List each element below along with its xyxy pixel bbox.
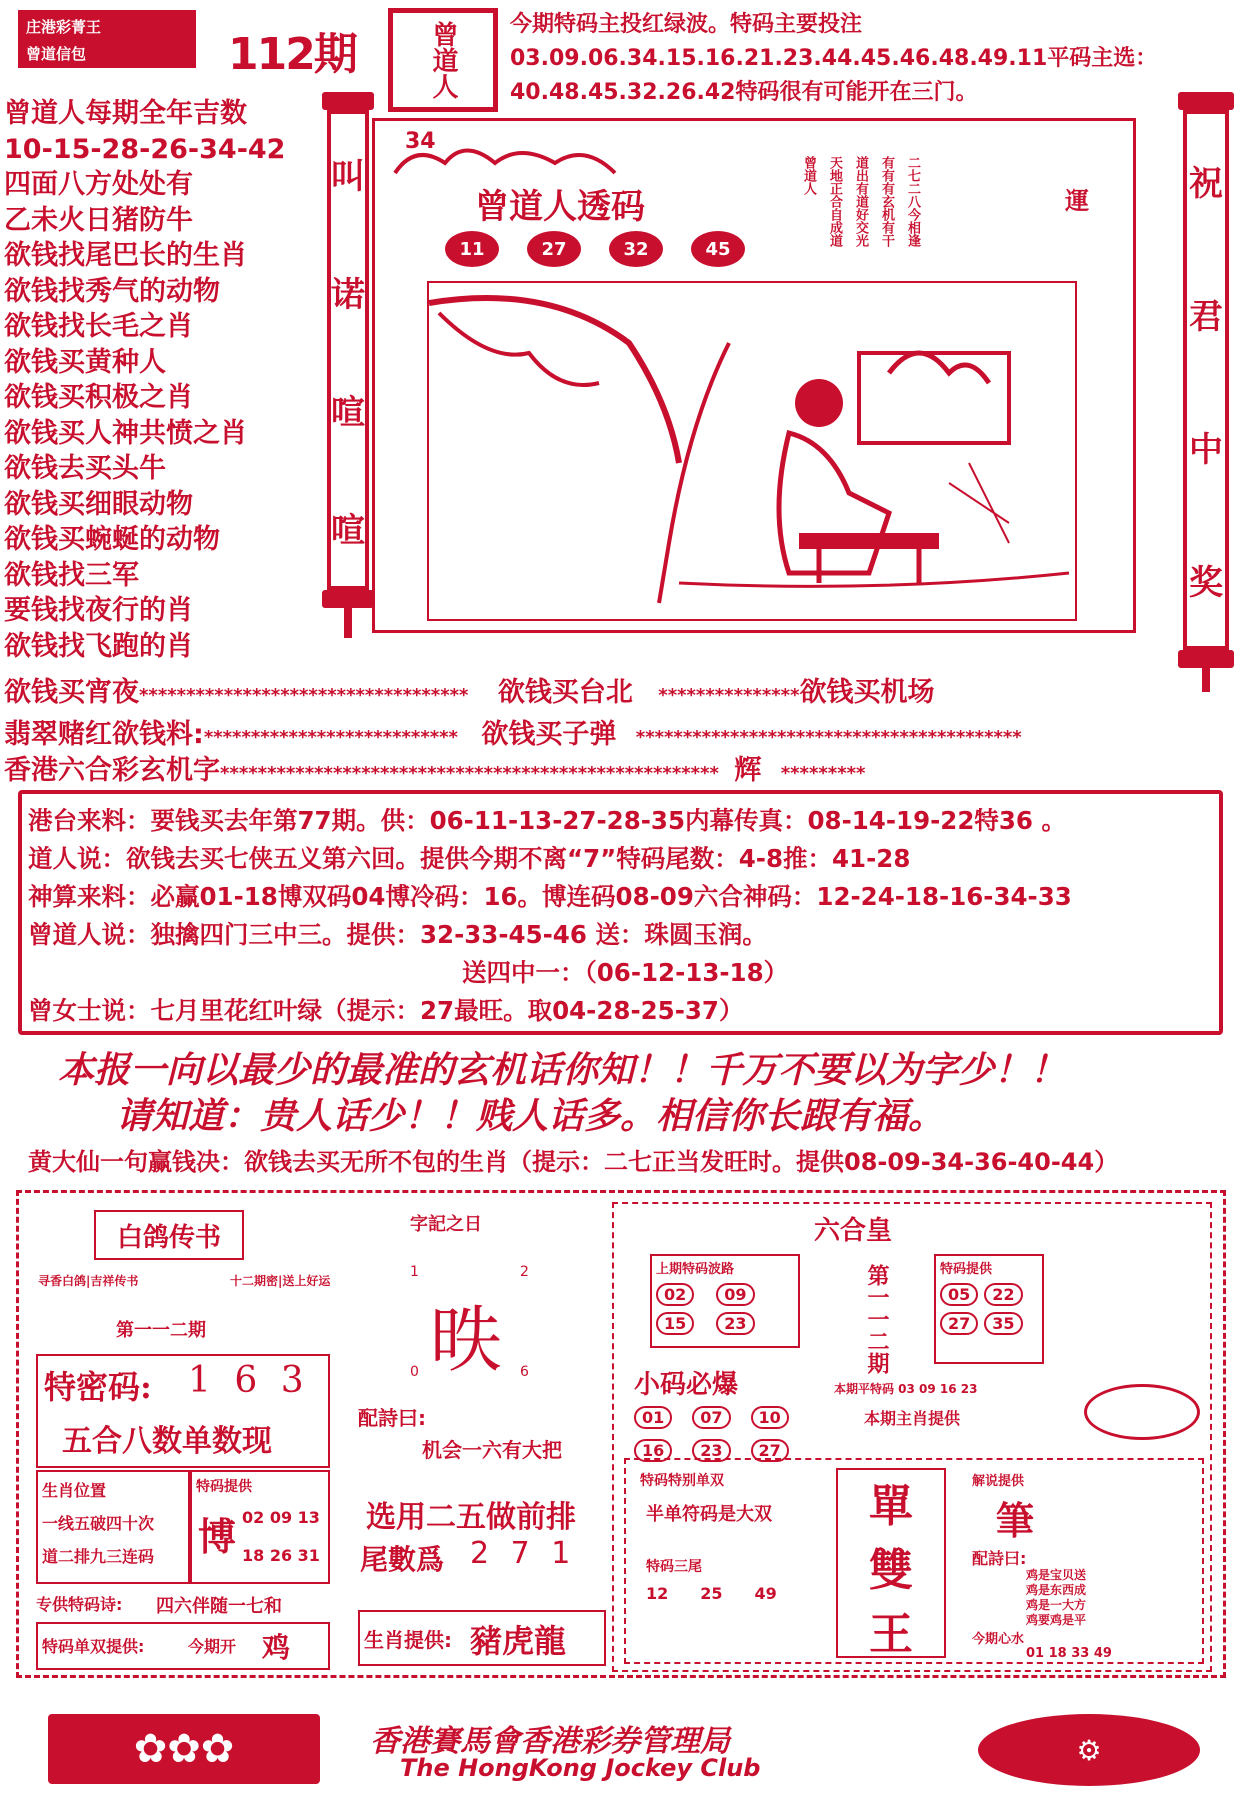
emblem-icon [1084, 1384, 1200, 1440]
ticker: 本期主肖提供 [864, 1409, 961, 1428]
small-numbers [634, 1406, 834, 1462]
pole-char: 君 [1189, 297, 1223, 337]
info-line-4: 曾道人说：独擒四门三中三。提供：32-33-45-46 送：珠圆玉润。 [28, 920, 767, 949]
small-number: 01 [634, 1406, 672, 1429]
single-value: 今期开 [188, 1637, 237, 1656]
num-bot-right: 6 [520, 1364, 529, 1380]
num-bot-left: 0 [410, 1364, 419, 1380]
provide-box [190, 1470, 330, 1584]
liuhehuang-banner: 六合皇 [814, 1216, 893, 1246]
verse-column: 有有有玄机有干 [879, 156, 894, 247]
tail-stars: *************************** [203, 727, 458, 748]
clue-line: 欲钱买积极之肖 [4, 382, 193, 413]
zodiac-line-1: 一线五破四十次 [42, 1514, 155, 1533]
scroll-picture [372, 118, 1136, 633]
dx-text: 半单符码是大双 [646, 1504, 772, 1525]
baige-sub-left: 寻香白鸽|吉祥传书 [38, 1274, 139, 1288]
club-chinese: 香港賽馬會香港彩券管理局 [370, 1724, 730, 1759]
three-label: 特码三尾 [646, 1559, 702, 1575]
info-box [18, 790, 1223, 1035]
small-number: 10 [751, 1406, 789, 1429]
clue-line: 四面八方处处有 [4, 169, 193, 200]
tail-stars2: *************** [658, 685, 800, 706]
last-row-2 [656, 1312, 794, 1335]
dx-label: 特码特别单双 [640, 1473, 724, 1489]
clue-line: 欲钱去买头牛 [4, 453, 166, 484]
slogan-2: 请知道：贵人话少！！贱人话多。相信你长跟有福。 [116, 1095, 945, 1137]
mid-poem: 机会一六有大把 [422, 1438, 562, 1462]
last-issue-box [650, 1254, 800, 1348]
poem-line: 鸡是一大方 [1026, 1598, 1087, 1612]
last-number: 23 [716, 1312, 754, 1335]
clue-line: 10-15-28-26-34-42 [4, 133, 286, 165]
num-top-left: 1 [410, 1264, 419, 1280]
special-box [36, 1354, 330, 1468]
big-number: 05 [940, 1283, 978, 1306]
last-number: 15 [656, 1312, 694, 1335]
lucky-ball: 32 [609, 231, 663, 267]
pole-char: 喧 [331, 392, 365, 433]
zodiac-label: 生肖位置 [42, 1481, 107, 1500]
last-number: 02 [656, 1283, 694, 1306]
masthead-line1: 庄港彩菁王 [26, 18, 102, 36]
single-label: 特码单双提供: [42, 1637, 145, 1656]
last-row-1 [656, 1283, 794, 1306]
verse-column: 曾道人 [801, 156, 816, 195]
baige-issue: 第一一二期 [116, 1320, 206, 1341]
tail-left: 翡翠赌红欲钱料: [4, 719, 204, 750]
small-number: 23 [692, 1439, 730, 1462]
right-poem [1026, 1568, 1086, 1628]
tail-value: 2 7 1 [470, 1536, 577, 1571]
tail-mid: 欲钱买台北 [497, 677, 633, 708]
pole-char: 叫 [331, 156, 365, 197]
huang-line: 黄大仙一句赢钱决：欲钱去买无所不包的生肖（提示：二七正当发旺时。提供08-09-34-36-40-44） [28, 1148, 1119, 1176]
single-box [36, 1622, 330, 1670]
big-row-2 [940, 1312, 1038, 1335]
big-number: 27 [940, 1312, 978, 1335]
verse-columns [800, 156, 920, 256]
fan-label: 解说提供 [972, 1474, 1025, 1489]
info-line-1: 港台来料：要钱买去年第77期。供：06-11-13-27-28-35内幕传真：08-14-19-22特36 。 [28, 806, 1067, 835]
verse-column: 二七二八今相逢 [905, 156, 920, 247]
big-row-1 [940, 1283, 1038, 1306]
select-line: 选用二五做前排 [366, 1500, 576, 1535]
tail-stars2: ***************************************** [635, 727, 1022, 748]
zodiac-box [36, 1470, 190, 1584]
special-value: 1 6 3 [188, 1360, 310, 1401]
bo-char: 博 [198, 1515, 237, 1559]
poem-line: 鸡是东西成 [1026, 1583, 1087, 1597]
picture-title: 曾道人透码 [475, 187, 645, 227]
illustration-frame [427, 281, 1077, 621]
clue-line: 欲钱找秀气的动物 [4, 275, 220, 307]
small-number: 27 [751, 1439, 789, 1462]
big-number: 35 [984, 1312, 1022, 1335]
today-label: 今期心水 [972, 1632, 1025, 1647]
pole-char: 奖 [1189, 563, 1223, 603]
mid-poem-label: 配詩曰: [358, 1406, 426, 1430]
verse-column: 道出有道好交光 [853, 156, 868, 247]
provide-numbers-2: 18 26 31 [242, 1546, 320, 1565]
tail-row-3 [4, 748, 865, 787]
right-poem-label: 配詩曰: [972, 1549, 1027, 1568]
special-phrase: 五合八数单数现 [62, 1424, 272, 1459]
mid-zodiac-label: 生肖提供: [364, 1628, 452, 1652]
verse-column: 天地正合自成道 [827, 156, 842, 247]
info-line-3: 神算来料：必赢01-18博双码04博冷码：16。博连码08-09六合神码：12-24-18-16-34-33 [28, 882, 1072, 911]
tail-left: 欲钱买宵夜 [4, 677, 139, 708]
lucky-ball: 45 [691, 231, 745, 267]
pole-char: 喧 [331, 510, 365, 551]
intro-paragraph: 今期特码主投红绿波。特码主要投注03.09.06.34.15.16.21.23.44.45.46.48.49.11平码主选：40.48.45.32.26.42特码很有可能开在三门。 [510, 12, 1158, 105]
fisherman-illustration [429, 283, 1075, 619]
info-line-6: 曾女士说：七月里花红叶绿（提示：27最旺。取04-28-25-37） [28, 996, 744, 1025]
provide-label: 特码提供 [196, 1479, 252, 1495]
zodiac-line-2: 道二排九三连码 [42, 1547, 155, 1566]
picture-top-label: 34 [405, 129, 436, 154]
last-label: 上期特码波路 [656, 1262, 735, 1277]
cloud-logo-icon: ✿✿✿ [48, 1714, 320, 1784]
special-label: 特密码: [44, 1368, 152, 1406]
lucky-ball: 11 [445, 231, 499, 267]
clue-line: 欲钱买黄种人 [4, 346, 166, 378]
issue-number: 112期 [228, 29, 356, 80]
masthead-badge [18, 10, 196, 68]
baige-title: 白鸽传书 [94, 1210, 244, 1260]
info-line-2: 道人说：欲钱去买七侠五义第六回。提供今期不离“7”特码尾数：4-8推：41-28 [28, 844, 911, 873]
three-number: 49 [754, 1584, 777, 1603]
three-number: 12 [646, 1584, 669, 1603]
tail-stars: *********************************** [139, 685, 469, 706]
panel-baige [30, 1202, 340, 1672]
clue-line: 曾道人每期全年吉数 [4, 98, 247, 129]
provide-numbers-1: 02 09 13 [242, 1508, 320, 1527]
tail-mid: 欲钱买子弹 [481, 719, 617, 750]
king-char: 王 [869, 1609, 913, 1660]
issue-vertical: 第一一二期 [864, 1264, 889, 1374]
mid-zodiac-value: 豬虎龍 [470, 1622, 567, 1660]
tail-stars: ***************************************************** [220, 763, 719, 784]
pole-char: 中 [1189, 430, 1223, 470]
slogan-1: 本报一向以最少的最准的玄机话你知！！千万不要以为字少！！ [58, 1049, 1067, 1091]
lower-right-panel [624, 1458, 1204, 1664]
tail-right: 欲钱买机场 [799, 677, 935, 708]
ball-row [445, 231, 745, 267]
clue-line: 欲钱找尾巴长的生肖 [4, 240, 247, 271]
clue-line: 要钱找夜行的肖 [4, 595, 193, 626]
poem-label: 专供特码诗: [36, 1595, 123, 1614]
poem-line: 鸡是宝贝送 [1026, 1568, 1087, 1582]
tail-label: 尾數爲 [360, 1543, 445, 1576]
king-char: 單 [869, 1481, 913, 1532]
poem-line: 鸡要鸡是平 [1026, 1613, 1087, 1627]
panel-character [350, 1202, 605, 1672]
big-label: 特码提供 [940, 1262, 993, 1277]
zodiac-provide-box [358, 1610, 606, 1666]
fan-char: 筆 [996, 1499, 1035, 1543]
small-number: 16 [634, 1439, 672, 1462]
small-label: 小码必爆 [634, 1370, 739, 1400]
clue-line: 欲钱找长毛之肖 [4, 311, 193, 342]
tail-mid: 辉 [734, 755, 762, 786]
seal-stamp [388, 8, 498, 112]
clue-line: 欲钱找三军 [4, 559, 139, 591]
info-line-5: 送四中一：（06-12-13-18） [462, 958, 789, 987]
baige-sub-right: 十二期密|送上好运 [230, 1274, 331, 1288]
small-number: 07 [692, 1406, 730, 1429]
club-english: The HongKong Jockey Club [400, 1754, 761, 1782]
tail-stars2: ********* [780, 763, 866, 784]
masthead-line2: 曾道信包 [26, 45, 87, 63]
clue-line: 欲钱买细眼动物 [4, 488, 193, 520]
three-numbers [646, 1584, 777, 1603]
fortune-char: 運 [1065, 187, 1089, 215]
today-numbers: 01 18 33 49 [1026, 1646, 1112, 1661]
clue-line: 乙未火日猪防牛 [4, 204, 193, 236]
animal: 鸡 [262, 1631, 291, 1664]
clue-list [4, 96, 334, 664]
num-top-right: 2 [520, 1264, 529, 1280]
pole-char: 诺 [331, 274, 365, 315]
king-box [836, 1468, 946, 1658]
char-header: 字記之日 [410, 1214, 482, 1235]
right-pole [1178, 92, 1234, 692]
tail-row-2 [4, 712, 1022, 751]
panel-liuhehuang [612, 1202, 1212, 1672]
clue-line: 欲钱买人神共愤之肖 [4, 417, 247, 449]
tail-left: 香港六合彩玄机字 [4, 755, 220, 786]
big-character: 昳 [430, 1298, 503, 1382]
jockey-club-emblem-icon: ⚙ [978, 1714, 1200, 1786]
big-number-box [934, 1254, 1044, 1364]
pole-char: 祝 [1189, 164, 1223, 204]
pingte-line: 本期平特码 03 09 16 23 [834, 1382, 978, 1396]
three-number: 25 [700, 1584, 723, 1603]
clue-line: 欲钱找飞跑的肖 [4, 630, 193, 662]
poem: 四六伴随一七和 [156, 1596, 282, 1617]
king-char: 雙 [869, 1545, 913, 1596]
tail-row-1 [4, 670, 934, 709]
clue-line: 欲钱买蜿蜒的动物 [4, 524, 220, 555]
seal-text: 曾道人 [428, 21, 458, 99]
big-number: 22 [984, 1283, 1022, 1306]
last-number: 09 [716, 1283, 754, 1306]
lucky-ball: 27 [527, 231, 581, 267]
left-pole [322, 92, 374, 638]
